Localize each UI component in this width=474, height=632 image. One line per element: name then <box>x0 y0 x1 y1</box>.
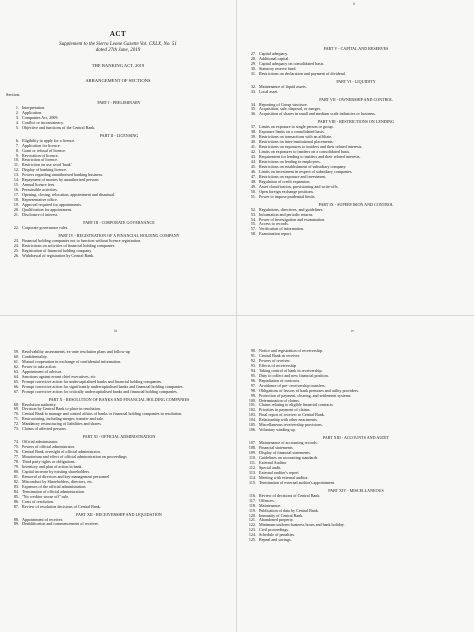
section-number: 113. <box>248 469 256 475</box>
section-title: Moratorium and effect of official administration on proceedings <box>22 454 127 460</box>
section-number: 54. <box>250 216 256 222</box>
section-number: 91. <box>250 352 256 358</box>
toc-list <box>8 98 230 259</box>
section-title: Determination of claims. <box>259 397 300 403</box>
section-number: 4. <box>15 119 19 125</box>
section-number: 69. <box>13 406 19 412</box>
section-number: 90. <box>250 348 256 353</box>
section-title: Acquisition of shares in small and medium scale industries or business. <box>259 111 376 117</box>
section-number: 52. <box>250 206 256 212</box>
page-2 <box>237 0 474 316</box>
section-number: 1. <box>15 104 19 110</box>
section-title: Requirement for lending to insiders and their related interests. <box>259 154 361 160</box>
section-title: Local asset. <box>259 88 279 94</box>
section-number: 36. <box>250 111 256 117</box>
section-number: 88. <box>13 516 19 522</box>
section-title: Civil proceedings. <box>259 527 290 533</box>
section-title: Acquisition, sale, disposal, or merger. <box>259 106 321 112</box>
supplement-line: Supplement to the Sierra Leone Gazette Vol. CXLX, No. 51 <box>59 42 177 47</box>
section-number: 41. <box>250 144 256 150</box>
section-title: Power of investigation and examination. <box>259 216 326 222</box>
section-number: 2. <box>15 109 19 115</box>
section-title: Restructuring, including merger, transfer and sale. <box>22 416 105 422</box>
section-number: 78. <box>13 459 19 465</box>
part-heading: PART VIII - RESTRICTIONS ON LENDING <box>317 119 395 125</box>
toc-entry <box>245 428 467 433</box>
section-number: 120. <box>248 512 256 518</box>
section-title: Removal of directors and key management personnel <box>22 473 110 479</box>
section-title: Official administrator. <box>22 439 59 445</box>
section-number: 48. <box>250 178 256 184</box>
section-number: 53. <box>250 211 256 217</box>
section-title: Termination of external auditor's appointment. <box>259 479 336 485</box>
section-number: 57. <box>250 226 256 232</box>
section-number: 100. <box>248 397 256 403</box>
section-title: Decision by Central Bank to place in resolution. <box>22 406 101 412</box>
section-number: 59. <box>13 349 19 354</box>
section-title: Mutual cooperation in exchange of confidential information. <box>22 358 122 364</box>
section-number: 61. <box>13 358 19 364</box>
section-title: External Auditor <box>259 459 287 465</box>
section-title: "No creditor worse off" rule. <box>22 493 70 499</box>
section-title: Mandatory restructuring of liabilities and shares. <box>22 421 102 427</box>
section-title: Taking control of bank in receivership. <box>259 367 323 373</box>
section-title: Corporate governance rules. <box>22 224 69 230</box>
section-number: 124. <box>248 532 256 538</box>
toc-entry <box>245 112 467 117</box>
section-number: 3. <box>15 114 19 120</box>
section-number: 38. <box>250 129 256 135</box>
section-number: 105. <box>248 422 256 428</box>
section-title: Revocation of licence. <box>22 152 59 158</box>
section-title: Third party rights or obligations. <box>22 459 76 465</box>
section-title: Limits on exposures to insiders on a consolidated basis. <box>259 149 351 155</box>
section-number: 67. <box>13 388 19 394</box>
page-number: iv <box>351 328 355 333</box>
section-number: 40. <box>250 139 256 145</box>
section-number: 63. <box>13 368 19 374</box>
section-number: 39. <box>250 134 256 140</box>
section-title: Capital adequacy. <box>259 50 289 56</box>
section-number: 80. <box>13 468 19 474</box>
section-title: Application for licence. <box>22 142 61 148</box>
section-title: Repudiation of contracts. <box>259 377 301 383</box>
section-title: Maintenance of liquid assets. <box>259 83 307 89</box>
section-number: 65. <box>13 378 19 384</box>
section-number: 73. <box>13 426 19 432</box>
section-title: Objective and functions of the Central Bank. <box>22 124 96 130</box>
section-number: 87. <box>13 503 19 509</box>
section-number: 24. <box>13 242 19 248</box>
section-number: 50. <box>250 188 256 194</box>
section-number: 93. <box>250 362 256 368</box>
section-title: Costs of resolution. <box>22 498 54 504</box>
section-title: Repeal and savings. <box>259 537 292 543</box>
section-title: External auditor's report <box>259 469 299 475</box>
page-3 <box>0 316 237 632</box>
section-title: Capital adequacy on consolidated basis. <box>259 60 325 66</box>
section-number: 30. <box>250 65 256 71</box>
section-number: 46. <box>250 168 256 174</box>
section-number: 64. <box>13 373 19 379</box>
section-title: Display of banking licence. <box>22 167 68 173</box>
act-title: THE BANKING ACT, 2019 <box>91 63 145 68</box>
section-title: Limits on investment in respect of subsidiary companies. <box>259 168 353 174</box>
section-number: 12. <box>13 167 19 173</box>
section-title: Central Bank to manage and control affairs of banks or financial holding companies in resolution. <box>22 411 183 417</box>
section-title: Claims relating to eligible financial contracts. <box>259 402 334 408</box>
section-number: 98. <box>250 387 256 393</box>
section-title: Obligations of lessors of bank premises and utility providers. <box>259 387 359 393</box>
section-title: Termination of official administration. <box>22 488 85 494</box>
section-title: Restrictions on inter-institutional placements. <box>259 139 334 145</box>
section-number: 66. <box>13 383 19 389</box>
section-title: Resolvability assessments, ex-ante resolution plans and follow-up <box>22 349 130 354</box>
section-number: 111. <box>249 459 256 465</box>
section-number: 68. <box>13 401 19 407</box>
section-title: Restrictions on declaration and payment of dividend. <box>259 70 346 76</box>
act-heading: ACT <box>109 30 127 38</box>
section-number: 29. <box>250 60 256 66</box>
section-number: 72. <box>13 421 19 427</box>
section-title: Notice and registration of receivership. <box>259 348 323 353</box>
section-title: Qualification for appointment. <box>22 207 72 213</box>
section-number: 108. <box>248 445 256 451</box>
section-number: 8. <box>15 147 19 153</box>
part-heading: PART XIII - ACCOUNTS AND AUDIT <box>322 435 390 441</box>
section-number: 110. <box>248 455 256 461</box>
section-number: 60. <box>13 353 19 359</box>
section-number: 42. <box>250 149 256 155</box>
section-title: Powers of official administrator. <box>22 444 75 450</box>
part-heading: PART X - RESOLUTION OF BANKS AND FINANCIAL HOLDING COMPANIES <box>48 396 190 402</box>
section-number: 55. <box>250 221 256 227</box>
section-number: 15. <box>13 182 19 188</box>
section-title: Appointment of receiver. <box>22 516 64 522</box>
section-title: Capital increase by existing shareholders. <box>22 468 91 474</box>
section-number: 27. <box>250 50 256 56</box>
section-number: 101. <box>248 402 256 408</box>
section-title: Exposure limits on a consolidated basis. <box>259 129 325 135</box>
section-title: Sanctions against errant chief executives, etc. <box>22 373 97 379</box>
section-number: 20. <box>13 207 19 213</box>
toc-list <box>8 350 230 527</box>
section-number: 71. <box>13 416 19 422</box>
section-title: Access to records. <box>259 221 289 227</box>
section-title: Restrictions on exposures to insiders and their related interests. <box>259 144 363 150</box>
section-number: 83. <box>13 483 19 489</box>
toc-entry <box>8 254 230 259</box>
section-title: Display of financial statements. <box>259 450 311 456</box>
section-title: Withdrawal of registration by Central Bank. <box>22 252 95 258</box>
section-number: 34. <box>250 101 256 107</box>
section-number: 14. <box>13 177 19 183</box>
part-heading: PART VI - LIQUIDITY <box>336 78 376 84</box>
section-title: Protection of payment, clearing, and settlement systems. <box>259 392 352 398</box>
section-number: 96. <box>250 377 256 383</box>
section-title: Application. <box>22 109 43 115</box>
section-title: Publication of data by Central Bank. <box>259 507 319 513</box>
part-heading: PART IV - REGISTRATION OF A FINANCIAL HOLDING COMPANY <box>58 232 180 238</box>
section-title: Restrictions on transactions with an affiliate. <box>259 134 333 140</box>
part-heading: PART IX - SUPERVISION AND CONTROL <box>318 201 394 207</box>
page-number: ii <box>353 1 356 6</box>
toc-entry <box>8 126 230 131</box>
section-title: Approval required for appointments. <box>22 202 83 208</box>
section-number: 32. <box>250 83 256 89</box>
section-title: Restriction of licence. <box>22 157 59 163</box>
part-heading: PART I - PRELIMINARY <box>97 100 141 105</box>
part-heading: PART II - LICENSING <box>99 132 139 138</box>
section-number: 109. <box>248 450 256 456</box>
section-title: Priorities in payment of claims. <box>259 407 311 413</box>
section-title: Review of decisions of Central Bank. <box>259 492 321 498</box>
section-title: Immunity of Central Bank. <box>259 512 304 518</box>
section-number: 77. <box>13 454 19 460</box>
section-title: Maintenance. <box>259 502 282 508</box>
section-title: Restrictions on establishment of subsidiary company. <box>259 163 347 169</box>
toc-list <box>245 44 467 237</box>
part-heading: PART III - CORPORATE GOVERNANCE <box>83 219 155 225</box>
section-title: Central Bank oversight of official administrator. <box>22 449 101 455</box>
toc-entry <box>8 226 230 231</box>
section-title: Final report of receiver to Central Bank. <box>259 412 325 418</box>
section-title: Misconduct by Shareholders, directors, etc. <box>22 478 94 484</box>
section-title: Resolution authority. <box>22 401 57 407</box>
section-number: 28. <box>250 55 256 61</box>
section-title: Prompt corrective action for undercapitalised banks and financial holding companies. <box>22 378 163 384</box>
toc-entry <box>245 481 467 486</box>
section-number: 119. <box>248 507 256 513</box>
arrangement-heading: ARRANGEMENT OF SECTIONS <box>85 78 151 83</box>
section-title: Interpretation. <box>22 104 46 110</box>
section-title: Restrictions on lending to employees. <box>259 159 321 165</box>
part-heading: PART VII - OWNERSHIP AND CONTROL <box>319 96 393 102</box>
toc-entry <box>245 72 467 77</box>
toc-entry <box>8 213 230 218</box>
section-title: Disclosure of interest. <box>22 211 59 217</box>
section-number: 117. <box>248 497 256 503</box>
section-title: Miscellaneous receivership provisions. <box>259 422 323 428</box>
section-number: 99. <box>250 392 256 398</box>
section-title: Additional capital. <box>259 55 290 61</box>
section-title: Grant or refusal of licence. <box>22 147 66 153</box>
section-number: 123. <box>248 527 256 533</box>
section-title: Powers regarding unauthorised banking business. <box>22 172 104 178</box>
section-number: 95. <box>250 372 256 378</box>
section-title: Limits on exposure to single person or group. <box>259 124 334 130</box>
section-title: Eligibility to apply for a licence. <box>22 137 76 143</box>
section-number: 31. <box>250 70 256 76</box>
section-number: 79. <box>13 463 19 469</box>
section-number: 89. <box>13 521 19 527</box>
gazette-supplement <box>0 42 236 54</box>
section-title: Special audit. <box>259 464 282 470</box>
section-number: 112. <box>248 464 256 470</box>
section-title: Financial holding companies not to function without licence registration. <box>22 237 142 243</box>
section-title: Registration of financial holding company. <box>22 247 93 253</box>
section-title: Power to impose prudential limits. <box>259 193 316 199</box>
section-number: 74. <box>13 439 19 445</box>
part-heading: PART XIV - MISCELLANEOUS <box>328 487 384 493</box>
section-title: Prompt corrective action for significantly undercapitalised banks and financial holding companies. <box>22 383 184 389</box>
section-title: Duty to collect and new financial position. <box>259 372 329 378</box>
section-number: 97. <box>250 382 256 388</box>
section-title: Repayment of monies by unauthorised persons <box>22 177 99 183</box>
section-title: Financial statements. <box>259 445 294 451</box>
section-number: 58. <box>250 231 256 237</box>
section-title: Permissible activities. <box>22 187 58 193</box>
section-title: Voluntary winding up. <box>259 427 296 433</box>
section-number: 85. <box>13 493 19 499</box>
section-number: 26. <box>13 252 19 258</box>
section-number: 104. <box>248 417 256 423</box>
section-title: Effects of receivership <box>259 362 296 368</box>
section-title: Claims of affected persons. <box>22 426 67 432</box>
section-title: Relationship with other enactments. <box>259 417 318 423</box>
section-number: 121. <box>248 517 256 523</box>
section-number: 118. <box>248 502 256 508</box>
section-number: 76. <box>13 449 19 455</box>
section-number: 9. <box>15 152 19 158</box>
section-title: Asset classification, provisioning and write-offs. <box>259 183 339 189</box>
section-title: Powers of receiver. <box>259 357 291 363</box>
section-number: 47. <box>250 173 256 179</box>
toc-entry <box>8 427 230 432</box>
section-number: 23. <box>13 237 19 243</box>
section-number: 94. <box>250 367 256 373</box>
section-title: Central Bank as receiver. <box>259 352 301 358</box>
section-title: Restrictions on activities of financial holding companies. <box>22 242 116 248</box>
section-number: 116. <box>248 492 256 498</box>
section-number: 51. <box>250 193 256 199</box>
part-heading: PART XI - OFFICIAL ADMINISTRATION <box>82 434 156 440</box>
section-number: 16. <box>13 187 19 193</box>
section-title: Maintenance of accounting records. <box>259 440 318 446</box>
section-title: Annual licence fees. <box>22 182 56 188</box>
toc-entry <box>8 390 230 395</box>
section-number: 25. <box>13 247 19 253</box>
toc-entry <box>245 90 467 95</box>
section-number: 107. <box>248 440 256 446</box>
section-number: 103. <box>248 412 256 418</box>
toc-entry <box>8 505 230 510</box>
section-title: Examination report. <box>259 231 292 237</box>
section-title: Avoidance of pre- receivership transfers. <box>259 382 326 388</box>
section-title: Conflict or inconsistency. <box>22 119 64 125</box>
toc-entry <box>245 195 467 200</box>
section-number: 18. <box>13 197 19 203</box>
section-title: Review of resolution decisions of Central Bank. <box>22 503 101 509</box>
section-number: 84. <box>13 488 19 494</box>
section-number: 11. <box>14 162 19 168</box>
page-1 <box>0 0 237 316</box>
section-title: Information and periodic returns. <box>259 211 314 217</box>
section-title: Restriction on use word 'bank' <box>22 162 72 168</box>
section-number: 21. <box>13 211 19 217</box>
section-title: Open foreign exchange positions. <box>259 188 315 194</box>
section-number: 44. <box>250 159 256 165</box>
section-number: 82. <box>13 478 19 484</box>
section-title: Regulation of credit expansion. <box>259 178 311 184</box>
section-title: Opening, closing, relocation, appointment and dismissal. <box>22 192 116 198</box>
supplement-date: dated 27th June, 2019 <box>95 48 141 53</box>
section-number: 5. <box>15 124 19 130</box>
section-title: Minimum uniform business hours and bank holiday. <box>259 522 345 528</box>
part-heading: PART V - CAPITAL AND RESERVES <box>323 46 389 51</box>
section-title: Guidelines on accounting standards <box>259 455 318 461</box>
section-title: Representative office. <box>22 197 58 203</box>
section-number: 70. <box>13 411 19 417</box>
section-number: 106. <box>248 427 256 433</box>
toc-list <box>245 349 467 543</box>
section-number: 75. <box>13 444 19 450</box>
toc-entry <box>245 232 467 237</box>
section-number: 92. <box>250 357 256 363</box>
section-title: Restrictions on exposure and investment. <box>259 173 327 179</box>
section-title: Regulations, directives, and guidelines. <box>259 206 324 212</box>
section-number: 49. <box>250 183 256 189</box>
section-number: 6. <box>15 137 19 143</box>
section-number: 19. <box>13 202 19 208</box>
section-number: 13. <box>13 172 19 178</box>
section-title: Offences. <box>259 497 275 503</box>
section-number: 81. <box>13 473 19 479</box>
page-number: iii <box>114 328 118 333</box>
section-number: 45. <box>250 163 256 169</box>
section-title: Companies Act, 2009. <box>22 114 59 120</box>
toc-entry <box>8 522 230 527</box>
section-number: 43. <box>250 154 256 160</box>
section-title: Appointment of advisor. <box>22 368 62 374</box>
section-number: 22. <box>13 224 19 230</box>
section-number: 7. <box>15 142 19 148</box>
section-title: Schedule of penalties. <box>259 532 296 538</box>
section-number: 10. <box>13 157 19 163</box>
section-title: Expenses of the official administration. <box>22 483 87 489</box>
section-title: Verification of information. <box>259 226 305 232</box>
section-number: 17. <box>13 192 19 198</box>
section-title: Reporting of Group structure. <box>259 101 308 107</box>
section-number: 102. <box>248 407 256 413</box>
section-number: 86. <box>13 498 19 504</box>
section-title: Inventory and plan of action in bank. <box>22 463 83 469</box>
section-title: Statutory reserve fund. <box>259 65 297 71</box>
section-title: Power to take action. <box>22 363 57 369</box>
section-number: 125. <box>248 537 256 543</box>
part-heading: PART XII - RECEIVERSHIP AND LIQUIDATION <box>76 511 162 517</box>
section-number: 114. <box>248 474 256 480</box>
toc-entry <box>245 538 467 543</box>
page-4 <box>237 316 474 632</box>
section-title: Deablification and commencement of receiver. <box>22 521 99 527</box>
section-title: Prompt corrective action for critically undercapitalised banks and financial holding companies. <box>22 388 178 394</box>
section-title: Confidentiality. <box>22 353 48 359</box>
section-number: 62. <box>13 363 19 369</box>
section-title: Abandoned property. <box>259 517 294 523</box>
section-number: 35. <box>250 106 256 112</box>
section-number: 33. <box>250 88 256 94</box>
section-title: Meeting with external auditor. <box>259 474 309 480</box>
section-number: 115. <box>248 479 256 485</box>
section-label: Section. <box>6 92 21 97</box>
section-number: 37. <box>250 124 256 130</box>
section-number: 122. <box>248 522 256 528</box>
